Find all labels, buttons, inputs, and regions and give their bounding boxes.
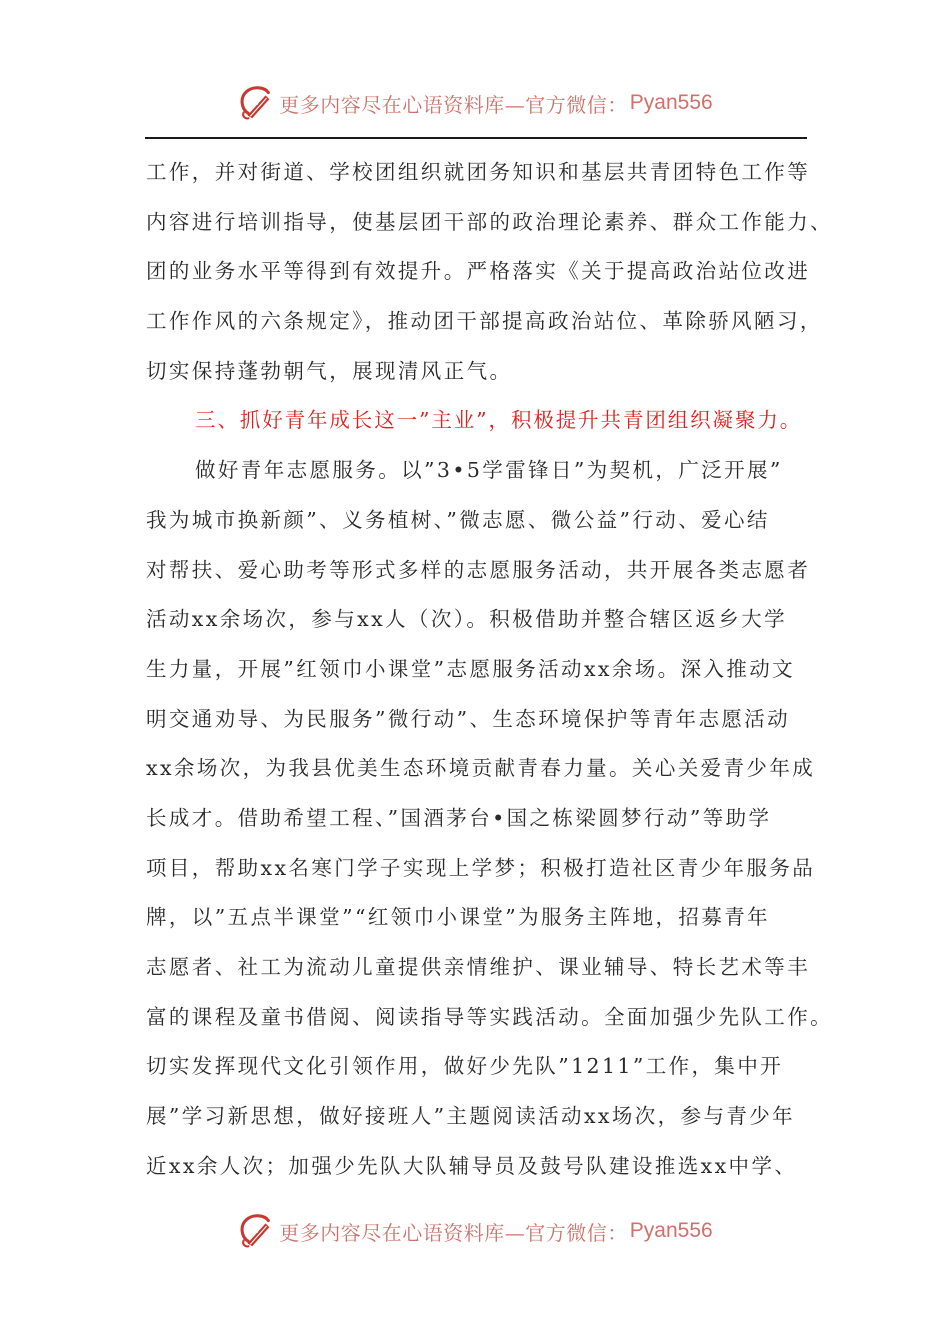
wechat-id: Pyan556 bbox=[629, 91, 713, 114]
paragraph-line: 我为城市换新颜”、义务植树、”微志愿、微公益”行动、爱心结 bbox=[146, 507, 770, 532]
pen-nib-logo-icon bbox=[237, 84, 275, 122]
paragraph-line: 近xx余人次；加强少先队大队辅导员及鼓号队建设推选xx中学、 bbox=[146, 1153, 798, 1178]
paragraph-line: 内容进行培训指导，使基层团干部的政治理论素养、群众工作能力、 bbox=[146, 209, 833, 234]
paragraph-line: 团的业务水平等得到有效提升。严格落实《关于提高政治站位改进 bbox=[146, 259, 811, 284]
paragraph-line: 切实发挥现代文化引领作用，做好少先队”1211”工作，集中开 bbox=[146, 1054, 784, 1079]
paragraph-line: 富的课程及童书借阅、阅读指导等实践活动。全面加强少先队工作。 bbox=[146, 1004, 833, 1029]
paragraph-line: 明交通劝导、为民服务”微行动”、生态环境保护等青年志愿活动 bbox=[146, 706, 791, 731]
footer-watermark bbox=[0, 1208, 950, 1254]
paragraph-line: 做好青年志愿服务。以”3•5学雷锋日”为契机，广泛开展” bbox=[195, 458, 783, 483]
document-body bbox=[146, 148, 833, 1191]
watermark-text: 更多内容尽在心语资料库—官方微信： bbox=[279, 92, 628, 117]
paragraph-line: 长成才。借助希望工程、”国酒茅台•国之栋梁圆梦行动”等助学 bbox=[146, 805, 772, 830]
paragraph-line: 工作作风的六条规定》，推动团干部提高政治站位、革除骄风陋习， bbox=[146, 309, 823, 334]
paragraph-line: 对帮扶、爱心助考等形式多样的志愿服务活动，共开展各类志愿者 bbox=[146, 557, 811, 582]
paragraph-line: 活动xx余场次，参与xx人（次）。积极借助并整合辖区返乡大学 bbox=[146, 607, 787, 632]
paragraph-line: 生力量，开展”红领巾小课堂”志愿服务活动xx余场。深入推动文 bbox=[146, 656, 796, 681]
wechat-id: Pyan556 bbox=[629, 1219, 713, 1242]
paragraph-line: 切实保持蓬勃朝气，展现清风正气。 bbox=[146, 358, 513, 383]
paragraph-line: 项目，帮助xx名寒门学子实现上学梦；积极打造社区青少年服务品 bbox=[146, 855, 816, 880]
paragraph-line: 工作，并对街道、学校团组织就团务知识和基层共青团特色工作等 bbox=[146, 160, 811, 184]
paragraph-line: 展”学习新思想，做好接班人”主题阅读活动xx场次，参与青少年 bbox=[146, 1104, 796, 1129]
paragraph-line: 牌，以”五点半课堂”“红领巾小课堂”为服务主阵地，招募青年 bbox=[146, 905, 771, 930]
header-divider bbox=[145, 137, 807, 139]
paragraph-line: xx余场次，为我县优美生态环境贡献青春力量。关心关爱青少年成 bbox=[146, 756, 816, 781]
header-watermark bbox=[0, 80, 950, 126]
paragraph-line: 志愿者、社工为流动儿童提供亲情维护、课业辅导、特长艺术等丰 bbox=[146, 955, 811, 979]
watermark-text: 更多内容尽在心语资料库—官方微信： bbox=[279, 1220, 628, 1245]
section-heading: 三、抓好青年成长这一”主业”，积极提升共青团组织凝聚力。 bbox=[195, 408, 803, 433]
pen-nib-logo-icon bbox=[237, 1212, 275, 1250]
